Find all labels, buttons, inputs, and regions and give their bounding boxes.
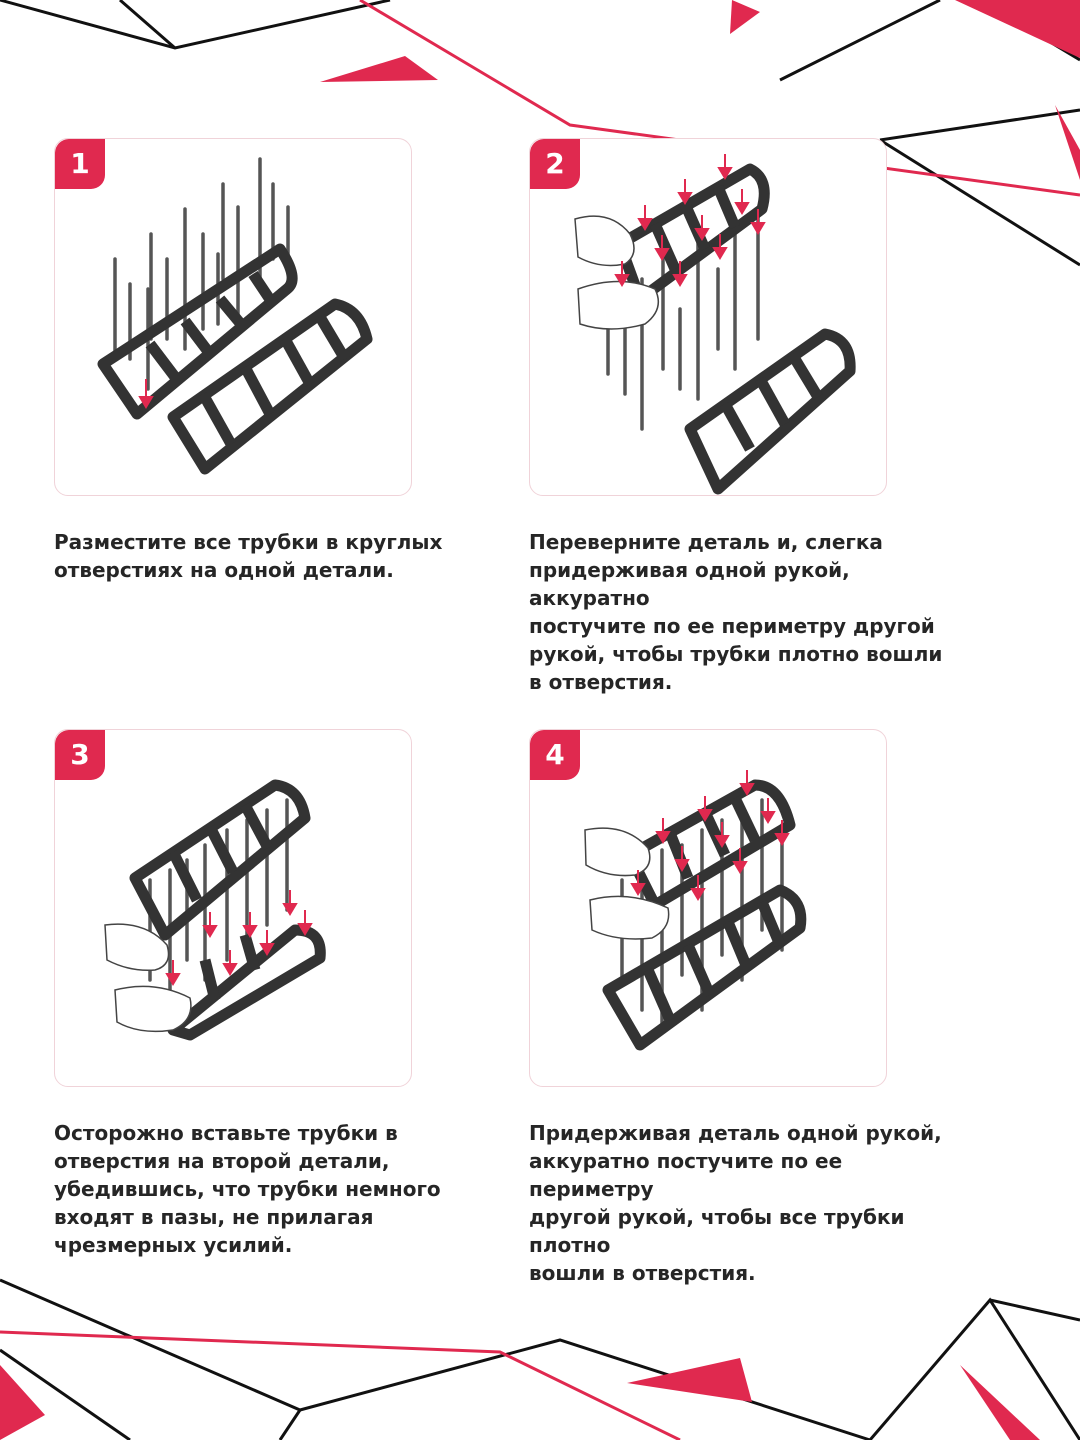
step-3-badge: 3 xyxy=(55,730,105,780)
hand-icon xyxy=(105,924,191,1031)
step-1-illustration xyxy=(55,139,412,496)
step-4-caption: Придерживая деталь одной рукой, аккуратно постучите по ее периметру другой рукой, чтобы все трубки плотно вошли в отверстия. xyxy=(529,1121,942,1285)
step-2-caption: Переверните деталь и, слегка придерживая одной рукой, аккуратно постучите по ее периметру другой рукой, чтобы трубки плотно вошли в отверстия. xyxy=(529,530,943,694)
step-2-card xyxy=(529,138,887,496)
step-1-card xyxy=(54,138,412,496)
step-3-illustration xyxy=(55,730,412,1087)
step-1-caption: Разместите все трубки в круглых отверстиях на одной детали. xyxy=(54,530,443,582)
step-3-caption: Осторожно вставьте трубки в отверстия на второй детали, убедившись, что трубки немного входят в пазы, не прилагая чрезмерных усилий. xyxy=(54,1121,441,1257)
step-2-illustration xyxy=(530,139,887,496)
step-1-badge: 1 xyxy=(55,139,105,189)
step-4-card xyxy=(529,729,887,1087)
step-4-illustration xyxy=(530,730,887,1087)
step-3-card xyxy=(54,729,412,1087)
step-2-badge: 2 xyxy=(530,139,580,189)
step-4-badge: 4 xyxy=(530,730,580,780)
